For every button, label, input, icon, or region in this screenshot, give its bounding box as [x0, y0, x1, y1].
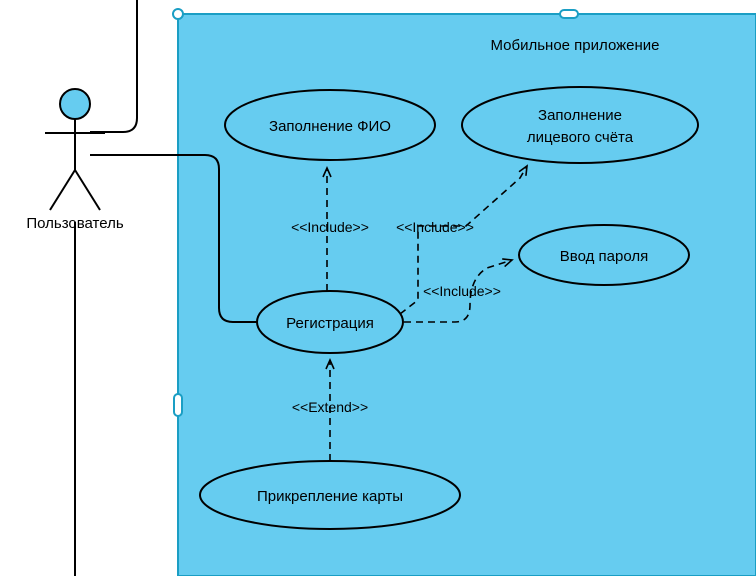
system-boundary-label: Мобильное приложение	[490, 37, 660, 54]
use-case-fio[interactable]	[225, 90, 435, 160]
use-case-registration[interactable]	[257, 291, 403, 353]
use-case-password-label: Ввод пароля	[559, 248, 649, 265]
actor-leg-right	[75, 170, 100, 210]
use-case-account[interactable]	[462, 87, 698, 163]
use-case-card-label: Прикрепление карты	[256, 488, 404, 505]
resize-handle-top[interactable]	[560, 10, 578, 18]
actor-head-icon	[60, 89, 90, 119]
relation-include-account-label: <<Include>>	[396, 219, 474, 235]
actor-user[interactable]	[26, 89, 124, 232]
use-case-account-label-line2: лицевого счёта	[526, 129, 634, 146]
relation-include-fio-label: <<Include>>	[291, 219, 369, 235]
use-case-registration-label: Регистрация	[286, 315, 374, 332]
association-upper[interactable]	[90, 0, 137, 132]
use-case-card[interactable]	[200, 461, 460, 529]
use-case-account-shape[interactable]	[462, 87, 698, 163]
actor-label: Пользователь	[26, 215, 124, 232]
use-case-account-label-line1: Заполнение	[538, 107, 622, 124]
relation-extend-card-label: <<Extend>>	[291, 399, 369, 415]
relation-include-password-label: <<Include>>	[423, 283, 501, 299]
actor-leg-left	[50, 170, 75, 210]
use-case-fio-label: Заполнение ФИО	[269, 118, 391, 135]
use-case-password[interactable]	[519, 225, 689, 285]
resize-handle-top-left[interactable]	[173, 9, 183, 19]
resize-handle-left[interactable]	[174, 394, 182, 416]
